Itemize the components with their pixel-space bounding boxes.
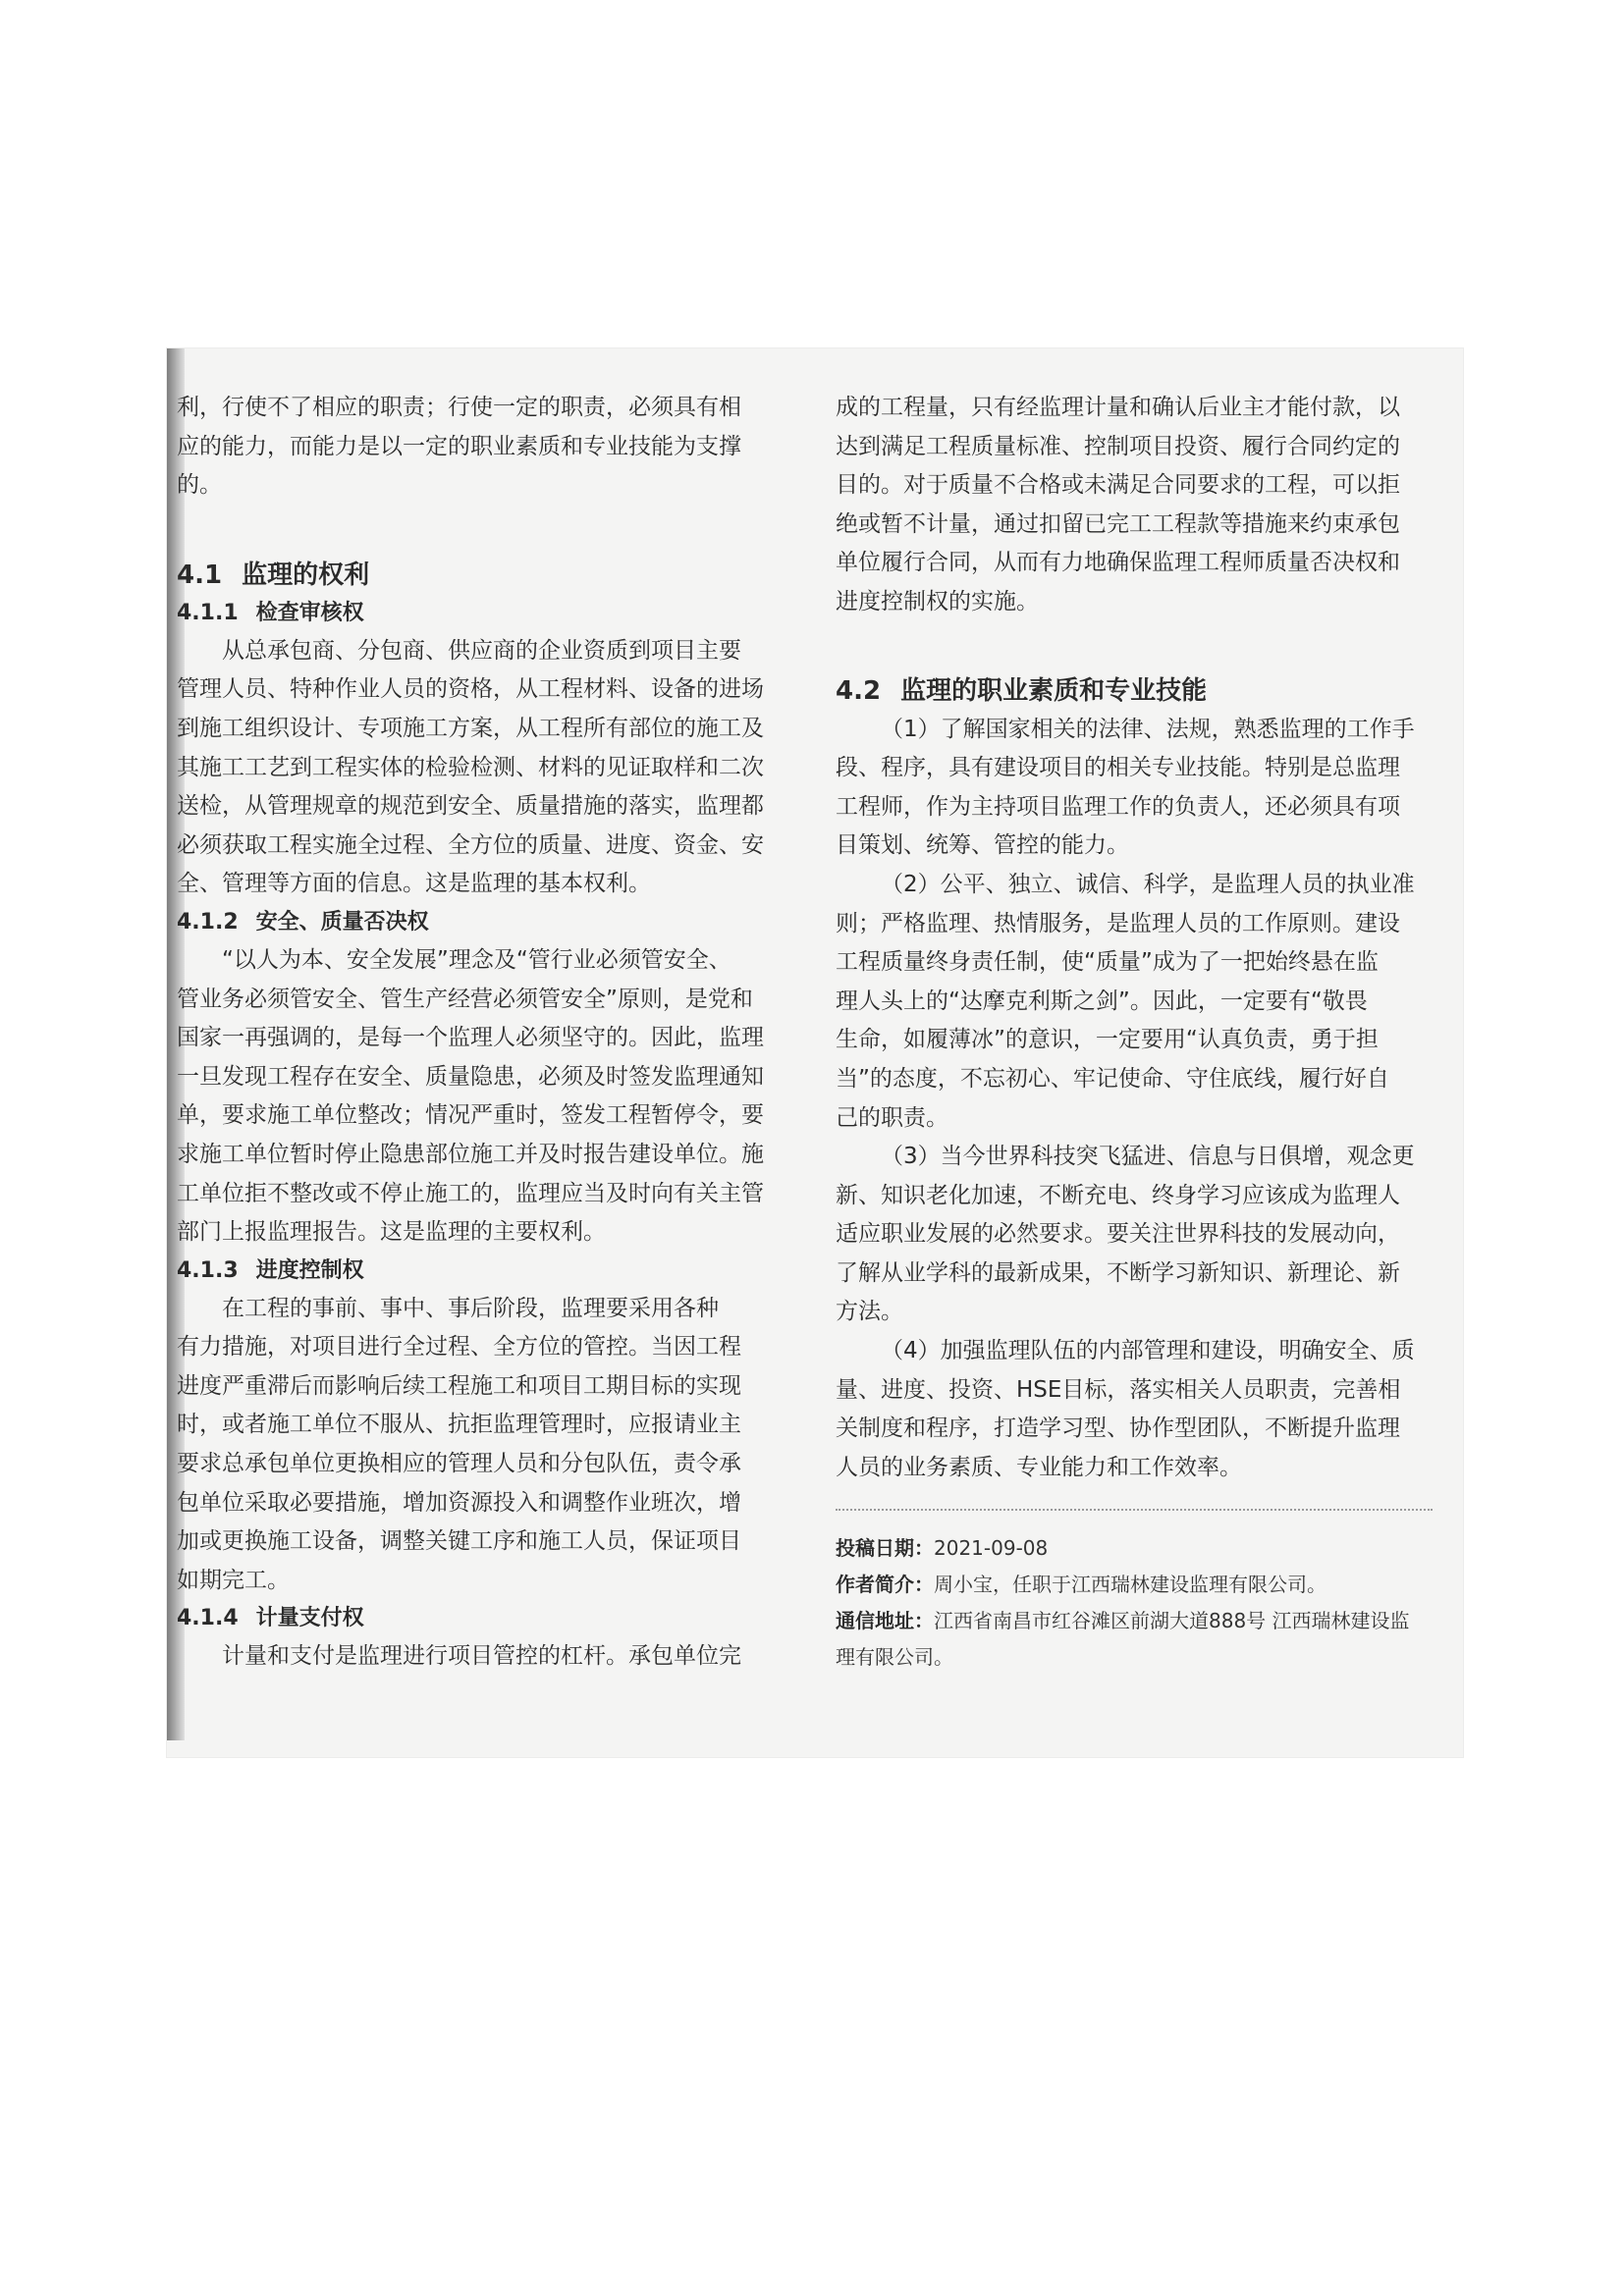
text-line: 段、程序，具有建设项目的相关专业技能。特别是总监理 (836, 755, 1400, 781)
text-line: 包单位采取必要措施，增加资源投入和调整作业班次，增 (177, 1489, 741, 1516)
text-line: 一旦发现工程存在安全、质量隐患，必须及时签发监理通知 (177, 1063, 764, 1090)
text-line: 部门上报监理报告。这是监理的主要权利。 (177, 1219, 606, 1246)
text-line: 工程师，作为主持项目监理工作的负责人，还必须具有项 (836, 793, 1400, 820)
paragraph-item-3 (836, 1138, 1433, 1332)
paragraph-4-1-4 (177, 1637, 782, 1677)
text-line: 其施工工艺到工程实体的检验检测、材料的见证取样和二次 (177, 754, 764, 780)
text-line: （4）加强监理队伍的内部管理和建设，明确安全、质 (881, 1338, 1415, 1364)
text-line: 国家一再强调的，是每一个监理人必须坚守的。因此，监理 (177, 1025, 764, 1051)
text-line: 进度严重滞后而影响后续工程施工和项目工期目标的实现 (177, 1372, 741, 1399)
text-line: 人员的业务素质、专业能力和工作效率。 (836, 1454, 1242, 1480)
text-line: （3）当今世界科技突飞猛进、信息与日俱增，观念更 (881, 1144, 1415, 1170)
text-line: 单，要求施工单位整改；情况严重时，签发工程暂停令，要 (177, 1102, 764, 1129)
text-line: 达到满足工程质量标准、控制项目投资、履行合同约定的 (836, 433, 1400, 459)
paragraph-item-2 (836, 866, 1433, 1138)
text-line: 利，行使不了相应的职责；行使一定的职责，必须具有相 (177, 395, 741, 420)
paragraph-item-1 (836, 711, 1433, 866)
text-line: 管理人员、特种作业人员的资格，从工程材料、设备的进场 (177, 676, 764, 703)
author-bio-row (836, 1567, 1433, 1603)
text-line: 绝或暂不计量，通过扣留已完工工程款等措施来约束承包 (836, 510, 1400, 537)
received-date-value: 2021-09-08 (934, 1536, 1049, 1561)
text-line: 在工程的事前、事中、事后阶段，监理要采用各种 (222, 1295, 719, 1321)
text-line: 有力措施，对项目进行全过程、全方位的管控。当因工程 (177, 1334, 741, 1361)
text-line: 要求总承包单位更换相应的管理人员和分包队伍，责令承 (177, 1451, 741, 1477)
text-line: 当”的态度，不忘初心、牢记使命、守住底线，履行好自 (836, 1065, 1389, 1092)
author-bio-label: 作者简介： (836, 1573, 934, 1597)
received-date-row (836, 1530, 1433, 1567)
section-title: 监理的权利 (242, 560, 370, 590)
text-line: 管业务必须管安全、管生产经营必须管安全”原则，是党和 (177, 986, 753, 1012)
left-column (177, 389, 782, 1677)
text-line: （2）公平、独立、诚信、科学，是监理人员的执业准 (881, 871, 1415, 897)
section-number: 4.2 (836, 675, 882, 706)
paragraph-4-1-2 (177, 941, 782, 1253)
subsection-title: 检查审核权 (255, 600, 364, 625)
continuation-paragraph (836, 389, 1433, 622)
text-line: 量、进度、投资、HSE目标，落实相关人员职责，完善相 (836, 1376, 1401, 1403)
text-line: 计量和支付是监理进行项目管控的杠杆。承包单位完 (222, 1643, 741, 1670)
text-line: 全、管理等方面的信息。这是监理的基本权利。 (177, 871, 651, 897)
subsection-number: 4.1.1 (177, 600, 239, 625)
subsection-heading-4-1-2 (177, 904, 782, 941)
intro-paragraph (177, 389, 782, 506)
subsection-heading-4-1-3 (177, 1253, 782, 1290)
text-line: 如期完工。 (177, 1567, 290, 1593)
paragraph-item-4 (836, 1332, 1433, 1487)
text-line: 关制度和程序，打造学习型、协作型团队，不断提升监理 (836, 1415, 1400, 1442)
text-line: 的。 (177, 472, 222, 499)
subsection-title: 计量支付权 (255, 1606, 364, 1631)
text-line: 到施工组织设计、专项施工方案，从工程所有部位的施工及 (177, 715, 764, 741)
text-line: 求施工单位暂时停止隐患部位施工并及时报告建设单位。施 (177, 1141, 764, 1167)
text-line: 新、知识老化加速，不断充电、终身学习应该成为监理人 (836, 1182, 1400, 1208)
address-row-continued (836, 1639, 1433, 1676)
text-line: 生命，如履薄冰”的意识，一定要用“认真负责，勇于担 (836, 1027, 1379, 1053)
address-value-line2: 理有限公司。 (836, 1645, 953, 1670)
text-line: 工程质量终身责任制，使“质量”成为了一把始终悬在监 (836, 949, 1379, 976)
text-line: 成的工程量，只有经监理计量和确认后业主才能付款，以 (836, 395, 1400, 420)
text-line: 单位履行合同，从而有力地确保监理工程师质量否决权和 (836, 550, 1400, 576)
subsection-number: 4.1.2 (177, 909, 239, 934)
section-heading-4-2 (836, 671, 1433, 711)
text-line: 进度控制权的实施。 (836, 588, 1039, 614)
text-line: 时，或者施工单位不服从、抗拒监理管理时，应报请业主 (177, 1412, 741, 1438)
dotted-divider (836, 1509, 1433, 1511)
text-line: 必须获取工程实施全过程、全方位的质量、进度、资金、安 (177, 831, 764, 858)
address-label: 通信地址： (836, 1609, 934, 1633)
author-bio-value: 周小宝，任职于江西瑞林建设监理有限公司。 (934, 1573, 1326, 1597)
text-line: 理人头上的“达摩克利斯之剑”。因此，一定要有“敬畏 (836, 988, 1368, 1014)
text-line: “以人为本、安全发展”理念及“管行业必须管安全、 (222, 946, 731, 973)
text-line: 则；严格监理、热情服务，是监理人员的工作原则。建设 (836, 910, 1400, 936)
text-line: 送检，从管理规章的规范到安全、质量措施的落实，监理都 (177, 793, 764, 820)
address-row (836, 1603, 1433, 1639)
article-meta (836, 1530, 1433, 1676)
right-column (836, 389, 1433, 1676)
text-line: 目策划、统筹、管控的能力。 (836, 832, 1129, 859)
section-title: 监理的职业素质和专业技能 (900, 675, 1208, 706)
text-line: 了解从业学科的最新成果，不断学习新知识、新理论、新 (836, 1259, 1400, 1286)
subsection-heading-4-1-1 (177, 595, 782, 632)
section-number: 4.1 (177, 560, 223, 590)
subsection-heading-4-1-4 (177, 1600, 782, 1637)
subsection-title: 安全、质量否决权 (255, 909, 429, 934)
subsection-title: 进度控制权 (255, 1257, 364, 1283)
address-value-line1: 江西省南昌市红谷滩区前湖大道888号 江西瑞林建设监 (934, 1609, 1410, 1633)
subsection-number: 4.1.4 (177, 1606, 239, 1631)
text-line: 工单位拒不整改或不停止施工的，监理应当及时向有关主管 (177, 1180, 764, 1206)
received-date-label: 投稿日期： (836, 1536, 934, 1561)
text-line: 从总承包商、分包商、供应商的企业资质到项目主要 (222, 637, 741, 664)
paragraph-4-1-3 (177, 1290, 782, 1601)
section-heading-4-1 (177, 556, 782, 595)
text-line: 加或更换施工设备，调整关键工序和施工人员，保证项目 (177, 1528, 741, 1555)
text-line: 适应职业发展的必然要求。要关注世界科技的发展动向， (836, 1221, 1400, 1248)
text-line: （1）了解国家相关的法律、法规，熟悉监理的工作手 (881, 716, 1415, 742)
text-line: 方法。 (836, 1299, 903, 1325)
text-line: 己的职责。 (836, 1104, 948, 1131)
text-line: 应的能力，而能力是以一定的职业素质和专业技能为支撑 (177, 433, 741, 459)
subsection-number: 4.1.3 (177, 1257, 239, 1283)
text-line: 目的。对于质量不合格或未满足合同要求的工程，可以拒 (836, 472, 1400, 499)
paragraph-4-1-1 (177, 632, 782, 904)
